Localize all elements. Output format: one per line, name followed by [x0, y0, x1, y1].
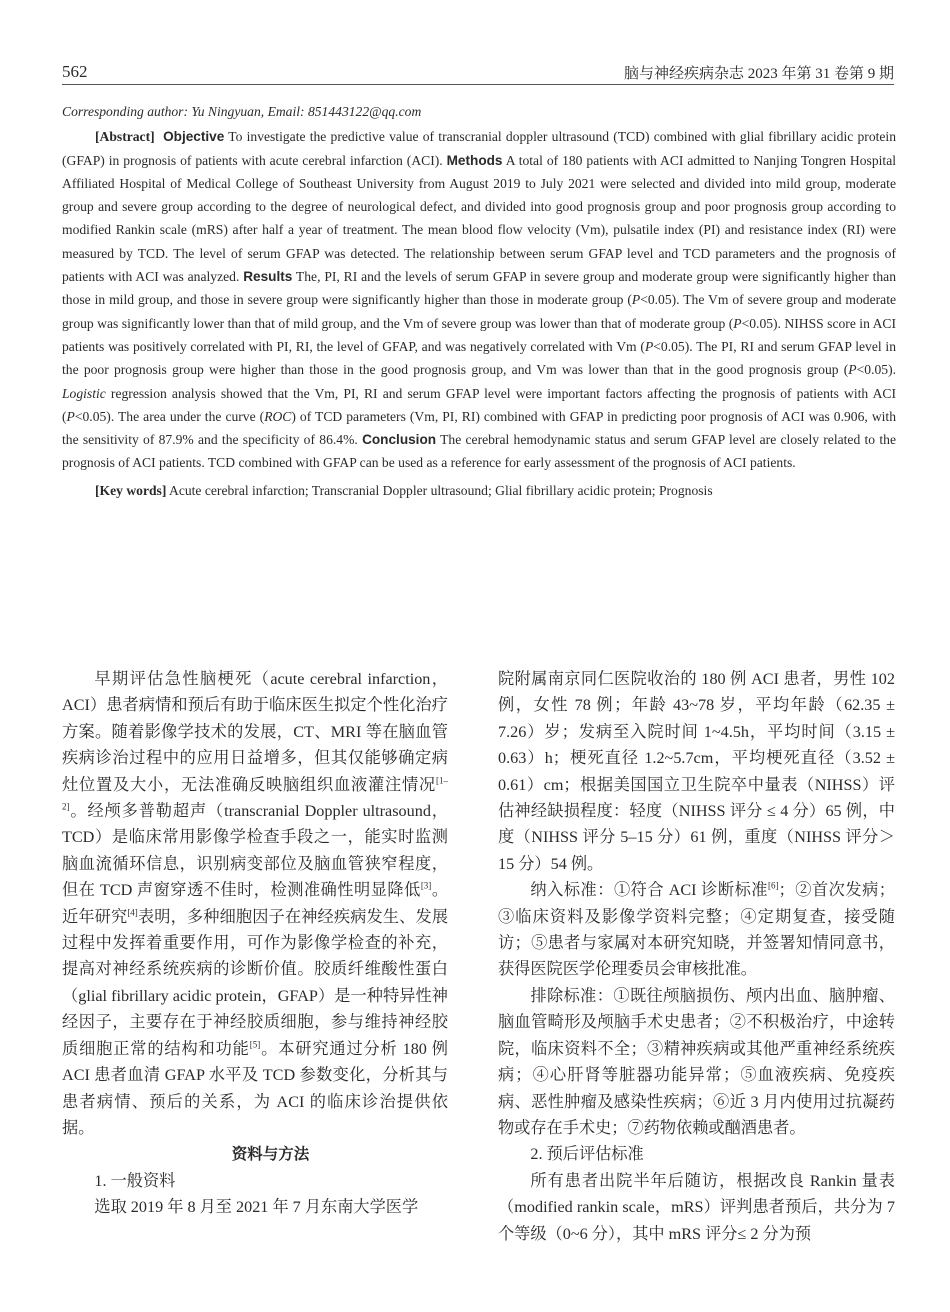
- results-text-1: The, PI, RI and the levels of serum GFAP in severe group and moderate group were significantly higher than those in mild group, and those in severe group were significantly higher than those in moderate group (: [62, 269, 897, 308]
- intro-text: 早期评估急性脑梗死（acute cerebral infarction，ACI）患者病情和预后有助于临床医生拟定个性化治疗方案。随着影像学技术的发展，CT、MRI 等在脑血管疾病诊治过程中的应用日益增多，但其仅能够确定病灶位置及大小，无法准确反映脑组织血液灌注情况: [62, 670, 448, 794]
- citation: [6]: [768, 880, 779, 891]
- keywords-label: [Key words]: [95, 482, 167, 498]
- page-number: 562: [62, 62, 88, 81]
- journal-name: 脑与神经疾病杂志 2023 年第 31 卷第 9 期: [623, 66, 894, 82]
- results-text-4: <0.05). The PI, RI and serum GFAP level in the poor prognosis group were higher than those in the good prognosis group, and Vm was lower than that in the good prognosis group (: [62, 338, 896, 378]
- citation: [5]: [249, 1039, 261, 1050]
- conclusion-text: The cerebral hemodynamic status and serum GFAP level are closely related to the prognosis of ACI patients. TCD combined with GFAP can be used as a reference for early assessment of the prognosis of ACI patients.: [62, 432, 896, 471]
- general-info-paragraph: 选取 2019 年 8 月至 2021 年 7 月东南大学医学: [94, 1198, 419, 1217]
- roc-term: ROC: [264, 408, 292, 424]
- keywords-paragraph: [62, 479, 896, 502]
- intro-text: 表明，多种细胞因子在神经疾病发生、发展过程中发挥着重要作用，可作为影像学检查的补充，提高对神经系统疾病的诊断价值。胶质纤维酸性蛋白（glial fibrillary acidic protein，GFAP）是一种特异性神经因子，主要存在于神经胶质细胞，参与维持神经胶质细胞正常的结构和功能: [62, 907, 449, 1058]
- objective-text: To investigate the predictive value of transcranial doppler ultrasound (TCD) combined with glial fibrillary acidic protein (GFAP) in prognosis of patients with acute cerebral infarction (ACI).: [62, 129, 896, 168]
- methods-label: Methods: [446, 152, 503, 168]
- keywords-text: Acute cerebral infarction; Transcranial Doppler ultrasound; Glial fibrillary acidic protein; Prognosis: [166, 482, 713, 498]
- corresponding-author: Corresponding author: Yu Ningyuan, Email: 851443122@qq.com: [62, 104, 422, 119]
- objective-label: Objective: [163, 129, 225, 145]
- prognosis-paragraph: 所有患者出院半年后随访，根据改良 Rankin 量表（modified rankin scale，mRS）评判患者预后，共分为 7 个等级（0~6 分），其中 mRS 评分≤ 2 分为预: [498, 1171, 895, 1243]
- intro-text: 。本研究通过分析 180 例 ACI 患者血清 GFAP 水平及 TCD 参数变化，分析其与患者病情、预后的关系，为 ACI 的临床诊治提供依据。: [62, 1039, 448, 1137]
- p-symbol: P: [733, 315, 742, 331]
- p-symbol: P: [631, 292, 641, 308]
- inclusion-text: 纳入标准：①符合 ACI 诊断标准: [530, 881, 769, 900]
- intro-paragraph: [62, 666, 448, 1141]
- section-heading: 资料与方法: [231, 1145, 310, 1164]
- right-column: [498, 666, 895, 1247]
- conclusion-label: Conclusion: [362, 432, 437, 448]
- citation: [1–2]: [62, 775, 448, 812]
- general-info-continued: 院附属南京同仁医院收治的 180 例 ACI 患者，男性 102 例，女性 78 例；年龄 43~78 岁，平均年龄（62.35 ± 7.26）岁；发病至入院时间 1~4.5h，平均时间（3.15 ± 0.63）h；梗死直径 1.2~5.7cm，平均梗死直径（3.52 ± 0.61）cm；根据美国国立卫生院卒中量表（NIHSS）评估神经缺损程度：轻度（NIHSS 评分 ≤ 4 分）65 例，中度（NIHSS 评分 5–15 分）61 例，重度（NIHSS 评分＞ 15 分）54 例。: [498, 670, 895, 873]
- intro-text: 。近年研究: [62, 881, 449, 926]
- inclusion-text: ；②首次发病；③临床资料及影像学资料完整；④定期复查，接受随访；⑤患者与家属对本研究知晓，并签署知情同意书，获得医院医学伦理委员会审核批准。: [498, 881, 895, 979]
- p-symbol: P: [66, 408, 75, 424]
- subsection-heading: 1. 一般资料: [94, 1171, 176, 1190]
- intro-text: 。经颅多普勒超声（transcranial Doppler ultrasound，TCD）是临床常用影像学检查手段之一，能实时监测脑血流循环信息，识别病变部位及脑血管狭窄程度，但在 TCD 声窗穿透不佳时，检测准确性明显降低: [62, 802, 448, 900]
- citation: [4]: [127, 907, 138, 918]
- results-text-8: ) of TCD parameters (Vm, PI, RI) combined with GFAP in predicting poor prognosis of ACI was 0.906, with the sensitivity of 87.9% and the specificity of 86.4%.: [62, 408, 896, 448]
- subsection-heading: 2. 预后评估标准: [530, 1145, 644, 1164]
- results-text-7: <0.05). The area under the curve (: [74, 408, 265, 424]
- inclusion-criteria: [498, 877, 895, 983]
- results-label: Results: [243, 269, 293, 285]
- results-text-3: <0.05). NIHSS score in ACI patients was positively correlated with PI, RI, the level of GFAP, and was negatively correlated with Vm (: [62, 315, 897, 354]
- citation: [3]: [420, 880, 432, 891]
- results-text-6: regression analysis showed that the Vm, PI, RI and serum GFAP level were important factors affecting the prognosis of patients with ACI (: [62, 385, 896, 424]
- abstract-label: [Abstract]: [95, 129, 155, 145]
- english-abstract: [62, 100, 896, 502]
- header-rule: [62, 84, 894, 85]
- left-column: [62, 666, 448, 1221]
- methods-text: A total of 180 patients with ACI admitted to Nanjing Tongren Hospital Affiliated Hospital of Medical College of Southeast University from August 2019 to July 2021 were selected and divided into mild group, moderate group and severe group according to the degree of neurological defect, and divided into good prognosis group and poor prognosis group according to modified Rankin scale (mRS) after half a year of treatment. The mean blood flow velocity (Vm), pulsatile index (PI) and resistance index (RI) were measured by TCD. The level of serum GFAP was detected. The relationship between serum GFAP level and TCD parameters and the prognosis of patients with ACI was analyzed.: [62, 152, 896, 285]
- p-symbol: P: [644, 338, 654, 354]
- exclusion-criteria: 排除标准：①既往颅脑损伤、颅内出血、脑肿瘤、脑血管畸形及颅脑手术史患者；②不积极治疗，中途转院，临床资料不全；③精神疾病或其他严重神经系统疾病；④心肝肾等脏器功能异常；⑤血液疾病、免疫疾病、恶性肿瘤及感染性疾病；⑥近 3 月内使用过抗凝药物或存在手术史；⑦药物依赖或酗酒患者。: [498, 986, 895, 1137]
- results-text-2: <0.05). The Vm of severe group and moderate group was significantly lower than that of mild group, and the Vm of severe group was lower than that of moderate group (: [62, 292, 897, 331]
- abstract-paragraph: [62, 125, 896, 474]
- p-symbol: P: [848, 362, 857, 378]
- results-text-5: <0.05).: [856, 362, 896, 378]
- logistic-term: Logistic: [62, 385, 106, 401]
- page-header: [62, 36, 894, 82]
